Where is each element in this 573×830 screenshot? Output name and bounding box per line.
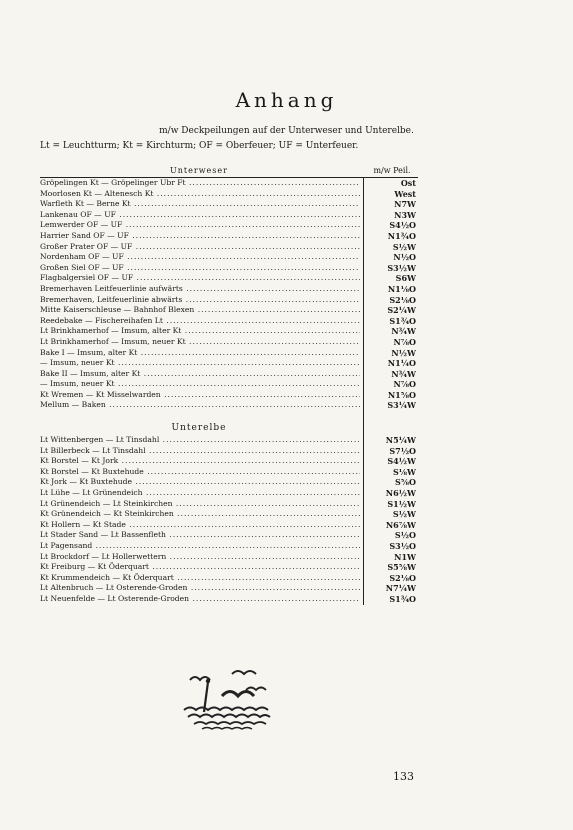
bearing-value: S4½O [389,220,416,231]
table-row [40,477,418,488]
bearing-value: N1⅝O [387,389,416,400]
bearing-line-name: Lt Pagensand ..... [40,541,360,552]
bearing-line-name: Flagbalgersiel OF — UF ..... [40,273,360,284]
bearing-line-name: Großen Siel OF — UF ..... [40,263,360,274]
bearing-value: S2¼W [387,305,416,316]
bearing-value: N⅞O [393,379,416,390]
bearing-line-name: Lt Lühe — Lt Grünendeich ..... [40,488,360,499]
header-unterweser: Unterweser [170,166,228,175]
bearing-line-name: Moorlosen Kt — Altenesch Kt ..... [40,189,360,200]
bearing-value: N1⅛O [387,283,416,294]
unterelbe-heading: Unterelbe [171,423,227,434]
table-row [40,541,418,552]
bearing-value: S3½O [389,541,416,551]
bearing-line-name: Lt Brinkhamerhof — Imsum, alter Kt ..... [40,326,360,337]
bearing-value: N½O [393,252,416,263]
bearing-value: N6⅞W [385,519,416,530]
bearing-line-name: Lankenau OF — UF ..... [40,210,360,221]
header-bearing: m/w Peil. [373,166,411,175]
abbreviation-legend: Lt = Leuchtturm; Kt = Kirchturm; OF = Oberfeuer; UF = Unterfeuer. [40,141,359,151]
bearing-value: S⅝O [394,477,416,488]
bearing-line-name: Nordenham OF — UF ..... [40,252,360,263]
table-row [40,467,418,478]
bearing-line-name: Warfleth Kt — Berne Kt ..... [40,199,360,210]
table-row [40,252,418,263]
bearing-value: West [394,188,416,199]
bearing-value: S⅛W [392,466,416,477]
bearing-value: N1¼O [387,358,416,369]
table-row [40,520,418,531]
table-row [40,189,418,200]
bearing-line-name: Kt Freiburg — Kt Öderquart ..... [40,562,360,573]
table-row [40,594,418,605]
table-row [40,178,418,189]
bearing-value: S½O [394,530,416,541]
bearing-value: N¾W [391,326,416,337]
bearing-value: S1½W [387,498,416,509]
bearing-line-name: Bake I — Imsum, alter Kt ..... [40,348,360,359]
bearing-value: N⅞O [393,336,416,347]
bearing-value: N1W [394,551,416,562]
bearing-line-name: Lt Stader Sand — Lt Bassenfleth ..... [40,530,360,541]
bearing-value: Ost [400,178,416,188]
table-row [40,220,418,231]
bearing-line-name: Kt Hollern — Kt Stade ..... [40,520,360,531]
bearing-line-name: Reedebake — Fischereihafen Lt ..... [40,316,360,327]
table-row [40,316,418,327]
bearing-value: S3¼W [387,400,416,411]
bearing-value: S7½O [389,445,416,456]
bearing-value: N7W [394,199,416,210]
bearing-line-name: Harrier Sand OF — UF ..... [40,231,360,242]
table-row [40,379,418,390]
table-body [40,178,418,605]
table-row [40,199,418,210]
bearing-value: S1¾O [389,593,416,604]
bearing-line-name: Kt Grünendeich — Kt Steinkirchen ..... [40,509,360,520]
table-row [40,400,418,411]
seagulls-over-water-with-buoy-icon [182,666,274,730]
bearing-value: N6½W [385,488,416,499]
bearing-value: S1¾O [389,315,416,326]
bearing-line-name: Lt Billerbeck — Lt Tinsdahl ..... [40,446,360,457]
bearing-line-name: Bremerhaven, Leitfeuerlinie abwärts ..... [40,295,360,306]
bearing-value: N5¼W [385,435,416,446]
bearing-value: S6W [395,273,416,284]
page-number: 133 [393,770,414,783]
bearing-line-name: Kt Krummendeich — Kt Öderquart ..... [40,573,360,584]
bearing-line-name: Lt Wittenbergen — Lt Tinsdahl ..... [40,435,360,446]
table-row [40,337,418,348]
bearing-value: S2⅛O [389,572,416,583]
table-row [40,358,418,369]
bearing-line-name: Gröpelingen Kt — Gröpelinger Ubr Ft ..... [40,178,360,189]
bearing-line-name: Lt Altenbruch — Lt Osterende-Groden ..... [40,583,360,594]
bearing-value: S2⅛O [389,294,416,305]
bearing-value: S5⅝W [387,562,416,573]
page-title: Anhang [235,88,338,112]
table-row [40,552,418,563]
page-subtitle: m/w Deckpeilungen auf der Unterweser und Unterelbe. [159,126,414,136]
table-row [40,509,418,520]
table-header [40,166,418,177]
bearing-line-name: Lemwerder OF — UF ..... [40,220,360,231]
table-row [40,435,418,446]
table-row [40,562,418,573]
bearing-line-name: — Imsum, neuer Kt ..... [40,379,360,390]
bearing-value: N3W [394,209,416,220]
bearing-value: N1¾O [387,230,416,241]
table-row [40,295,418,306]
bearing-line-name: Lt Neuenfelde — Lt Osterende-Groden ..... [40,594,360,605]
bearing-line-name: Bremerhaven Leitfeuerlinie aufwärts ..... [40,284,360,295]
bearing-value: S4½W [387,456,416,467]
table-row [40,369,418,380]
table-row [40,263,418,274]
unterelbe-heading-row [40,415,418,435]
table-row [40,446,418,457]
bearing-line-name: Lt Brinkhamerhof — Imsum, neuer Kt ..... [40,337,360,348]
table-row [40,242,418,253]
bearing-line-name: Mitte Kaiserschleuse — Bahnhof Blexen ..... [40,305,360,316]
table-row [40,231,418,242]
unterelbe-rows [40,435,418,605]
table-row [40,348,418,359]
bearing-value: S½W [392,509,416,520]
bearing-line-name: Lt Brockdorf — Lt Hollerwettern ..... [40,552,360,563]
table-row [40,305,418,316]
bearing-line-name: Lt Grünendeich — Lt Steinkirchen ..... [40,499,360,510]
table-row [40,284,418,295]
bearing-value: S3½W [387,262,416,273]
bearings-table [40,166,418,605]
table-row [40,456,418,467]
bearing-line-name: Kt Borstel — Kt Jork ..... [40,456,360,467]
unterweser-rows [40,178,418,411]
table-row [40,390,418,401]
bearing-value: N½W [391,347,416,358]
bearing-value: S½W [392,241,416,252]
bearing-line-name: Mellum — Baken ..... [40,400,360,411]
table-row [40,499,418,510]
table-row [40,573,418,584]
table-row [40,583,418,594]
table-row [40,273,418,284]
table-row [40,488,418,499]
bearing-line-name: Kt Jork — Kt Buxtehude ..... [40,477,360,488]
bearing-line-name: Bake II — Imsum, alter Kt ..... [40,369,360,380]
bearing-value: N¾W [391,368,416,379]
bearing-line-name: Kt Wremen — Kt Misselwarden ..... [40,390,360,401]
table-row [40,530,418,541]
bearing-line-name: Großer Prater OF — UF ..... [40,242,360,253]
table-row [40,210,418,221]
column-divider [363,178,364,605]
bearing-line-name: — Imsum, neuer Kt ..... [40,358,360,369]
table-row [40,326,418,337]
bearing-value: N7¼W [385,583,416,594]
bearing-line-name: Kt Borstel — Kt Buxtehude ..... [40,467,360,478]
